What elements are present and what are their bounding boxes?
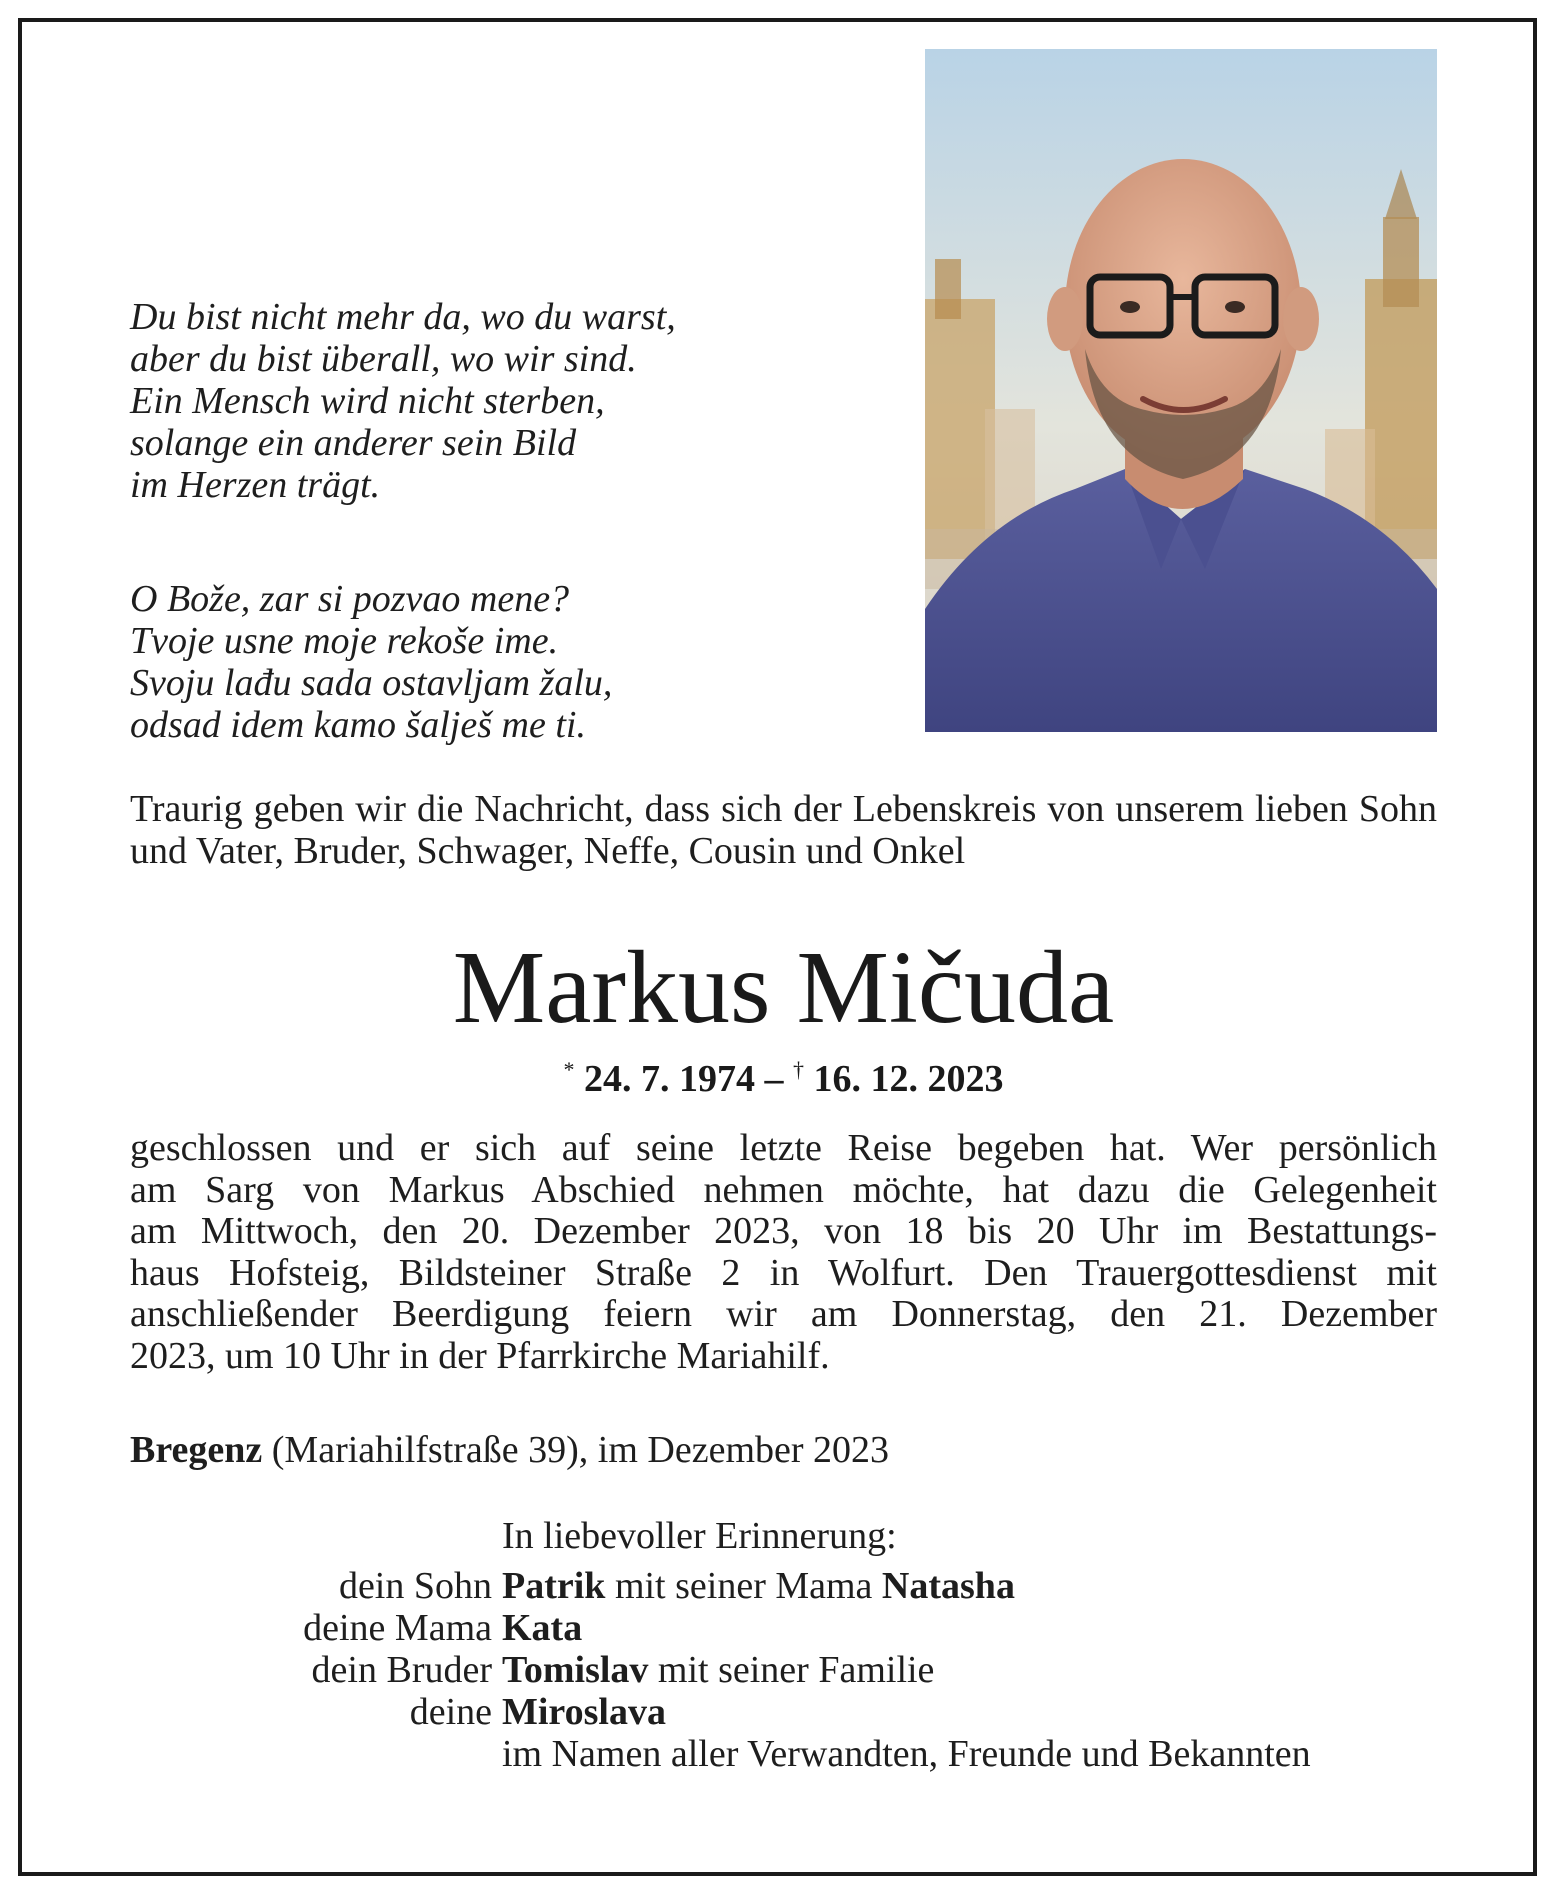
- intro-text: Traurig geben wir die Nachricht, dass sich der Lebenskreis von unserem lieben Sohn und Vater, Bruder, Schwager, Neffe, Cousin und Onkel: [130, 788, 1437, 872]
- body-line: geschlossen und er sich auf seine letzte Reise begeben hat. Wer persönlich: [130, 1127, 1437, 1169]
- mourner-note: mit seiner Mama: [614, 1565, 873, 1607]
- mourner-row: [130, 1564, 1015, 1608]
- mourner-name: Patrik: [502, 1565, 606, 1607]
- date-separator: –: [764, 1058, 784, 1100]
- birth-date: 24. 7. 1974: [584, 1058, 755, 1100]
- body-line: anschließender Beerdigung feiern wir am Donnerstag, den 21. Dezember: [130, 1293, 1437, 1335]
- poem-croatian: [130, 578, 612, 746]
- poem-german: [130, 296, 676, 506]
- place-city: Bregenz: [130, 1429, 263, 1471]
- place-and-date: [130, 1428, 889, 1472]
- mourner-relation: deine: [409, 1691, 492, 1733]
- body-line: haus Hofsteig, Bildsteiner Straße 2 in Wolfurt. Den Trauergottesdienst mit: [130, 1251, 1437, 1294]
- mourner-row: [130, 1648, 934, 1692]
- life-dates: [0, 1048, 1567, 1101]
- body-line: am Mittwoch, den 20. Dezember 2023, von 18 bis 20 Uhr im Bestattungs-: [130, 1210, 1437, 1252]
- poem-line: solange ein anderer sein Bild: [130, 422, 577, 464]
- closing-line: im Namen aller Verwandten, Freunde und Bekannten: [502, 1733, 1311, 1775]
- death-symbol: †: [793, 1057, 804, 1082]
- mourner-name-secondary: Natasha: [881, 1565, 1015, 1607]
- body-line: am Sarg von Markus Abschied nehmen möchte, hat dazu die Gelegenheit: [130, 1168, 1437, 1211]
- mourner-relation: dein Bruder: [311, 1649, 492, 1691]
- mourner-name: Kata: [502, 1607, 583, 1649]
- poem-line: im Herzen trägt.: [130, 464, 381, 506]
- poem-line: Svoju lađu sada ostavljam žalu,: [130, 662, 613, 704]
- mourner-name: Miroslava: [502, 1691, 666, 1733]
- place-details: (Mariahilfstraße 39), im Dezember 2023: [271, 1429, 890, 1471]
- poem-line: O Bože, zar si pozvao mene?: [130, 578, 570, 620]
- deceased-name: Markus Mičuda: [452, 930, 1115, 1045]
- poem-line: Tvoje usne moje rekoše ime.: [130, 620, 559, 662]
- mourner-relation: dein Sohn: [338, 1565, 492, 1607]
- memory-heading: In liebevoller Erinnerung:: [502, 1515, 897, 1557]
- mourner-name: Tomislav: [502, 1649, 649, 1691]
- mourner-row: [130, 1606, 582, 1650]
- announcement-body: [130, 1128, 1437, 1377]
- body-line: 2023, um 10 Uhr in der Pfarrkirche Mariahilf.: [130, 1334, 830, 1377]
- poem-line: aber du bist überall, wo wir sind.: [130, 338, 637, 380]
- mourner-relation: deine Mama: [303, 1607, 492, 1649]
- portrait-illustration: [925, 49, 1437, 732]
- birth-symbol: *: [563, 1057, 575, 1082]
- mourner-note: mit seiner Familie: [657, 1649, 935, 1691]
- mourner-row: [130, 1690, 666, 1734]
- poem-line: odsad idem kamo šalješ me ti.: [130, 704, 586, 746]
- poem-line: Du bist nicht mehr da, wo du warst,: [130, 296, 676, 338]
- death-date: 16. 12. 2023: [813, 1058, 1004, 1100]
- poem-line: Ein Mensch wird nicht sterben,: [130, 380, 605, 422]
- portrait-photo: [925, 49, 1437, 732]
